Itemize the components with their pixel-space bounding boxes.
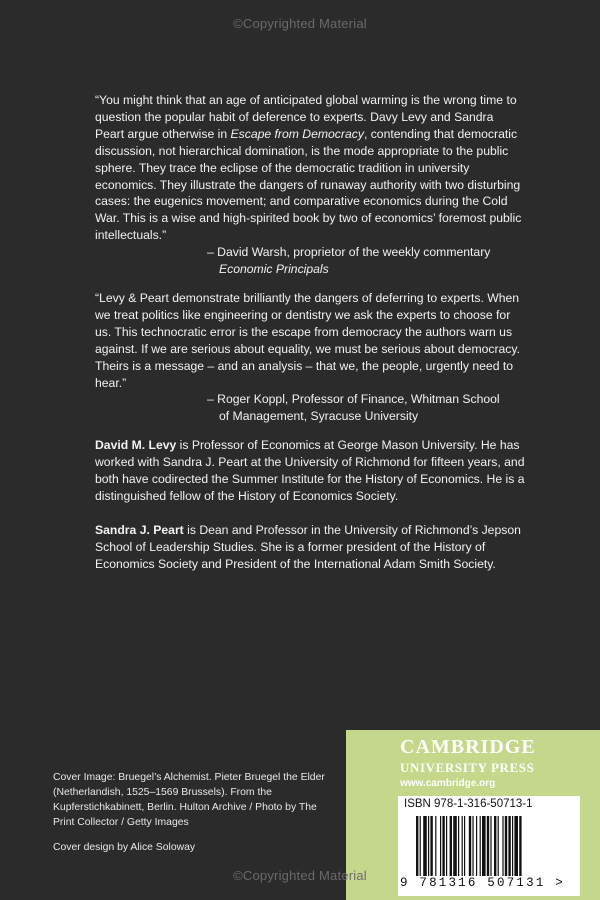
quote-2-attribution: – Roger Koppl, Professor of Finance, Whitman School (207, 392, 500, 407)
barcode-bar (435, 816, 436, 876)
publisher-url: www.cambridge.org (400, 778, 496, 789)
barcode-bar (505, 816, 507, 876)
barcode-bar (430, 816, 432, 876)
barcode-bar (482, 816, 486, 876)
publisher-logo-name: CAMBRIDGE (400, 736, 536, 758)
quote-2-text: “Levy & Peart demonstrate brilliantly the dangers of deferring to experts. When we treat politics like engineering or dentistry we ask the experts to choose for us. This technocratic error is the escape from democracy the authors warn us against. If we are serious about equality, we must be serious about democracy. Theirs is a message – and an analysis – that we, the people, urgently need to hear.” (95, 291, 520, 390)
barcode-bar (498, 816, 499, 876)
barcode-bar (508, 816, 510, 876)
quote-1-attribution: – David Warsh, proprietor of the weekly commentary (207, 245, 491, 260)
publisher-logo-subname: UNIVERSITY PRESS (400, 760, 535, 775)
quote-2-attribution-cont: of Management, Syracuse University (219, 409, 419, 424)
barcode-bar (462, 816, 463, 876)
barcode-icon (416, 816, 566, 876)
barcode-bar (423, 816, 427, 876)
barcode-bar (512, 816, 513, 876)
barcode-bar (416, 816, 418, 876)
author-name-levy: David M. Levy (95, 438, 177, 452)
quote-1-publication: Economic Principals (219, 262, 329, 277)
barcode-bar (428, 816, 429, 876)
barcode-bar (420, 816, 421, 876)
barcode-bar (453, 816, 457, 876)
cover-design-credit: Cover design by Alice Soloway (53, 842, 196, 853)
author-bio-peart: Sandra J. Peart is Dean and Professor in the University of Richmond’s Jepson School of Leadership Studies. She is a former president of the History of Economics Society and President of the International Adam Smith Society. (95, 523, 521, 571)
barcode-bar (446, 816, 447, 876)
barcode-digits: 9 781316 507131 > (400, 876, 565, 890)
barcode-bar (469, 816, 471, 876)
barcode-bar (502, 816, 503, 876)
barcode-bar (480, 816, 481, 876)
isbn-label: ISBN 978-1-316-50713-1 (404, 798, 533, 810)
barcode-bar (494, 816, 496, 876)
book-title: Escape from Democracy (230, 126, 364, 141)
author-name-peart: Sandra J. Peart (95, 523, 184, 537)
quote-1-text: “You might think that an age of anticipated global warming is the wrong time to question the popular habit of deference to experts. Davy Levy and Sandra Peart argue otherwise in Escape from Democracy, contending that democratic discussion, not hierarchical domination, is the mode appropriate to the public sphere. They trace the eclipse of the democratic tradition in university economics. They illustrate the dangers of runaway authority with two disturbing cases: the eugenics movement; and comparative economics during the Cold War. This is a wise and high-spirited book by two of economics’ foremost public intellectuals.” (95, 93, 522, 243)
barcode-bar (490, 816, 491, 876)
barcode-bar (519, 816, 521, 876)
barcode-bar (472, 816, 473, 876)
copyright-watermark-top: ©Copyrighted Material (233, 16, 367, 31)
blurb-quote-1 (95, 92, 525, 278)
copyright-watermark-bottom: ©Copyrighted Material (233, 868, 367, 883)
barcode-bar (442, 816, 444, 876)
author-bio-levy: David M. Levy is Professor of Economics at George Mason University. He has worked with Sandra J. Peart at the University of Richmond for fifteen years, and both have codirected the Summer Institute for the History of Economics. He is a distinguished fellow of the History of Economics Society. (95, 438, 525, 503)
barcode-bar (487, 816, 489, 876)
barcode-bar (440, 816, 441, 876)
cover-image-credit: Cover Image: Bruegel’s Alchemist. Pieter Bruegel the Elder (Netherlandish, 1525–1569 Brussels). From the Kupferstichkabinett, Berlin. Hulton Archive / Photo by The Print Collector / Getty Images (53, 772, 325, 828)
barcode-bar (458, 816, 459, 876)
barcode-bar (450, 816, 452, 876)
barcode-bar (514, 816, 518, 876)
barcode-bar (476, 816, 477, 876)
barcode-bar (464, 816, 465, 876)
blurb-quote-2 (95, 290, 525, 425)
